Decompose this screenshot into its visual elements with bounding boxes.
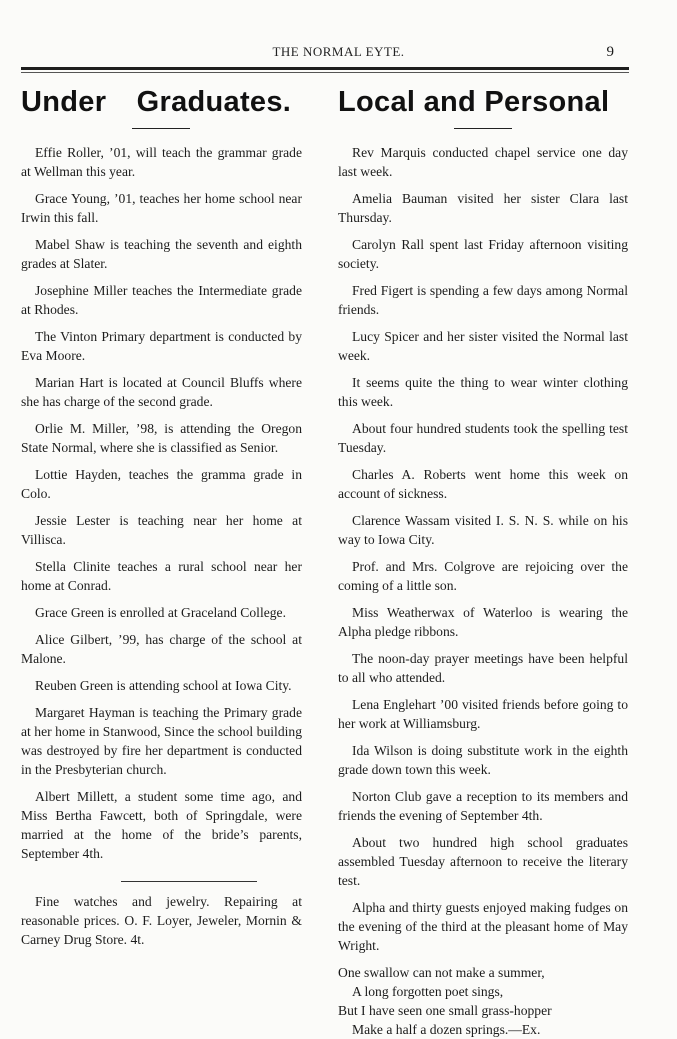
running-head [0,44,677,64]
news-item: Orlie M. Miller, ’98, is attending the Oregon State Normal, where she is classified as Senior. [21,421,302,455]
header-rule-thick [21,67,629,70]
news-item: Jessie Lester is teaching near her home at Villisca. [21,513,302,547]
news-item: Prof. and Mrs. Colgrove are rejoicing over the coming of a little son. [338,559,628,593]
poem-line: One swallow can not make a summer, [338,965,545,980]
poem-line: Make a half a dozen springs.—Ex. [352,1022,541,1037]
separator-rule [121,881,257,882]
title-underline [454,128,512,129]
local-and-personal-column [338,80,628,1039]
page-number: 9 [606,44,614,60]
news-item: Charles A. Roberts went home this week on account of sickness. [338,467,628,501]
news-item: Clarence Wassam visited I. S. N. S. while on his way to Iowa City. [338,513,628,547]
news-item: Ida Wilson is doing substitute work in the eighth grade down town this week. [338,743,628,777]
title-underline [132,128,190,129]
news-item: Lena Englehart ’00 visited friends before going to her work at Williamsburg. [338,697,628,731]
news-item: Amelia Bauman visited her sister Clara last Thursday. [338,191,628,225]
news-item: Stella Clinite teaches a rural school near her home at Conrad. [21,559,302,593]
news-item: It seems quite the thing to wear winter clothing this week. [338,375,628,409]
news-item: Margaret Hayman is teaching the Primary grade at her home in Stanwood, Since the school building was destroyed by fire her department is conducted in the Presbyterian church. [21,705,302,777]
news-item: Lucy Spicer and her sister visited the Normal last week. [338,329,628,363]
news-item: Lottie Hayden, teaches the gramma grade in Colo. [21,467,302,501]
news-item: The Vinton Primary department is conducted by Eva Moore. [21,329,302,363]
jeweler-advertisement: Fine watches and jewelry. Repairing at reasonable prices. O. F. Loyer, Jeweler, Mornin & Carney Drug Store. 4t. [21,894,302,947]
news-item: About two hundred high school graduates assembled Tuesday afternoon to receive the literary test. [338,835,628,888]
poem-line: But I have seen one small grass-hopper [338,1003,552,1018]
news-item: Grace Green is enrolled at Graceland College. [35,605,286,620]
header-rule-thin [21,72,629,73]
poem [338,963,628,1039]
news-item: Reuben Green is attending school at Iowa City. [35,678,292,693]
section-title-under-graduates: Under Graduates. [21,86,292,118]
news-item: Alice Gilbert, ’99, has charge of the school at Malone. [21,632,302,666]
news-item: Effie Roller, ’01, will teach the grammar grade at Wellman this year. [21,145,302,179]
section-title-local-and-personal: Local and Personal [338,86,610,118]
news-item: About four hundred students took the spelling test Tuesday. [338,421,628,455]
news-item: Fred Figert is spending a few days among Normal friends. [338,283,628,317]
news-item: Norton Club gave a reception to its members and friends the evening of September 4th. [338,789,628,823]
news-item: Josephine Miller teaches the Intermediate grade at Rhodes. [21,283,302,317]
news-item: Miss Weatherwax of Waterloo is wearing the Alpha pledge ribbons. [338,605,628,639]
news-item: Marian Hart is located at Council Bluffs where she has charge of the second grade. [21,375,302,409]
news-item: Rev Marquis conducted chapel service one day last week. [338,145,628,179]
journal-title: THE NORMAL EYTE. [272,44,405,59]
under-graduates-column [21,80,308,957]
news-item: Albert Millett, a student some time ago, and Miss Bertha Fawcett, both of Springdale, were married at the home of the bride’s parents, September 4th. [21,789,302,861]
news-item: Mabel Shaw is teaching the seventh and eighth grades at Slater. [21,237,302,271]
news-item: Grace Young, ’01, teaches her home school near Irwin this fall. [21,191,302,225]
news-item: Alpha and thirty guests enjoyed making fudges on the evening of the third at the pleasant home of May Wright. [338,900,628,953]
news-item: Carolyn Rall spent last Friday afternoon visiting society. [338,237,628,271]
news-item: The noon-day prayer meetings have been helpful to all who attended. [338,651,628,685]
poem-line: A long forgotten poet sings, [352,984,504,999]
